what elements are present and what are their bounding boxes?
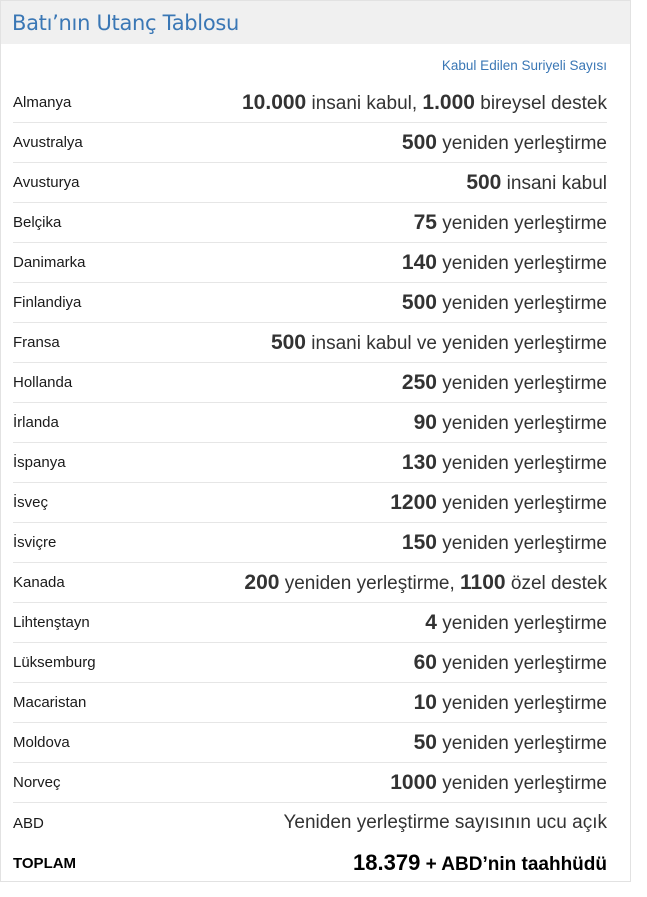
total-value (353, 850, 607, 876)
count-number: 1000 (390, 770, 437, 794)
table-row (13, 163, 607, 203)
count-number: 140 (401, 250, 437, 274)
accepted-count (466, 171, 607, 195)
country-name: Avusturya (13, 174, 80, 191)
table-row (13, 563, 607, 603)
count-number: 150 (401, 530, 437, 554)
total-number: 18.379 (353, 850, 421, 875)
count-number: 1200 (390, 490, 437, 514)
count-description: yeniden yerleştirme (436, 132, 607, 154)
country-name: İspanya (13, 454, 66, 471)
table-row (13, 523, 607, 563)
total-suffix: + ABD’nin taahhüdü (420, 854, 607, 875)
accepted-count (242, 91, 607, 115)
count-description: yeniden yerleştirme (436, 492, 607, 514)
accepted-count (402, 251, 607, 275)
count-number: 4 (425, 610, 437, 634)
data-table (13, 45, 607, 883)
count-description: yeniden yerleştirme (436, 292, 607, 314)
table-row (13, 363, 607, 403)
accepted-count (414, 731, 607, 755)
count-number: 250 (401, 370, 437, 394)
accepted-count (402, 371, 607, 395)
count-number: 90 (413, 410, 437, 434)
country-name: Finlandiya (13, 294, 82, 311)
count-number: 1.000 (422, 90, 475, 114)
count-description: insani kabul ve yeniden yerleştirme (306, 332, 607, 354)
count-number: 500 (401, 130, 437, 154)
accepted-count (402, 291, 607, 315)
count-description: yeniden yerleştirme (436, 212, 607, 234)
count-number: 10 (413, 690, 437, 714)
accepted-count (414, 211, 607, 235)
count-description: yeniden yerleştirme (436, 612, 607, 634)
total-row (13, 843, 607, 883)
accepted-count (402, 531, 607, 555)
table-row (13, 283, 607, 323)
count-description: insani kabul, (306, 92, 423, 114)
count-number: 10.000 (242, 90, 307, 114)
count-number: 500 (270, 330, 306, 354)
count-description: yeniden yerleştirme (436, 652, 607, 674)
count-number: 60 (413, 650, 437, 674)
count-description: yeniden yerleştirme (436, 772, 607, 794)
country-name: Almanya (13, 94, 72, 111)
country-name: Belçika (13, 214, 62, 231)
accepted-count (414, 691, 607, 715)
count-description: Yeniden yerleştirme sayısının ucu açık (283, 812, 607, 833)
count-number: 50 (413, 730, 437, 754)
count-description: yeniden yerleştirme, (279, 572, 461, 594)
table-row (13, 603, 607, 643)
country-name: Lüksemburg (13, 654, 96, 671)
accepted-count (244, 571, 607, 595)
accepted-count (414, 651, 607, 675)
count-number: 75 (413, 210, 437, 234)
table-row (13, 683, 607, 723)
count-description: yeniden yerleştirme (436, 252, 607, 274)
accepted-count (402, 451, 607, 475)
country-name: İsviçre (13, 534, 57, 551)
count-number: 130 (401, 450, 437, 474)
country-name: Moldova (13, 734, 70, 751)
accepted-count (402, 131, 607, 155)
count-description: yeniden yerleştirme (436, 732, 607, 754)
country-name: İrlanda (13, 414, 59, 431)
accepted-count (271, 331, 607, 355)
count-number: 500 (401, 290, 437, 314)
table-row (13, 483, 607, 523)
table-body (13, 83, 607, 843)
country-name: Fransa (13, 334, 60, 351)
count-description: insani kabul (501, 172, 607, 194)
table-title: Batı’nın Utanç Tablosu (12, 10, 240, 35)
country-name: Avustralya (13, 134, 83, 151)
country-name: Kanada (13, 574, 65, 591)
count-description: bireysel destek (474, 92, 607, 114)
count-description: yeniden yerleştirme (436, 412, 607, 434)
country-name: Hollanda (13, 374, 73, 391)
table-row (13, 803, 607, 843)
count-description: yeniden yerleştirme (436, 372, 607, 394)
count-description: yeniden yerleştirme (436, 692, 607, 714)
count-number: 200 (244, 570, 280, 594)
table-row (13, 403, 607, 443)
table-row (13, 643, 607, 683)
country-name: İsveç (13, 494, 49, 511)
country-name: ABD (13, 814, 44, 832)
table-row (13, 763, 607, 803)
count-description: özel destek (505, 572, 607, 594)
table-row (13, 123, 607, 163)
count-number: 1100 (460, 570, 506, 594)
table-row (13, 443, 607, 483)
total-label: TOPLAM (13, 854, 77, 872)
table-row (13, 203, 607, 243)
table-row (13, 723, 607, 763)
country-name: Norveç (13, 774, 61, 791)
accepted-count (390, 771, 607, 795)
accepted-count (283, 812, 607, 834)
count-description: yeniden yerleştirme (436, 452, 607, 474)
country-name: Danimarka (13, 254, 86, 271)
table-row (13, 323, 607, 363)
table-row (13, 243, 607, 283)
title-bar (1, 1, 630, 44)
accepted-count (425, 611, 607, 635)
count-number: 500 (466, 170, 502, 194)
accepted-count (390, 491, 607, 515)
table-row (13, 83, 607, 123)
count-description: yeniden yerleştirme (436, 532, 607, 554)
column-header: Kabul Edilen Suriyeli Sayısı (441, 57, 607, 73)
country-name: Macaristan (13, 694, 87, 711)
accepted-count (414, 411, 607, 435)
country-name: Lihtenştayn (13, 614, 90, 631)
